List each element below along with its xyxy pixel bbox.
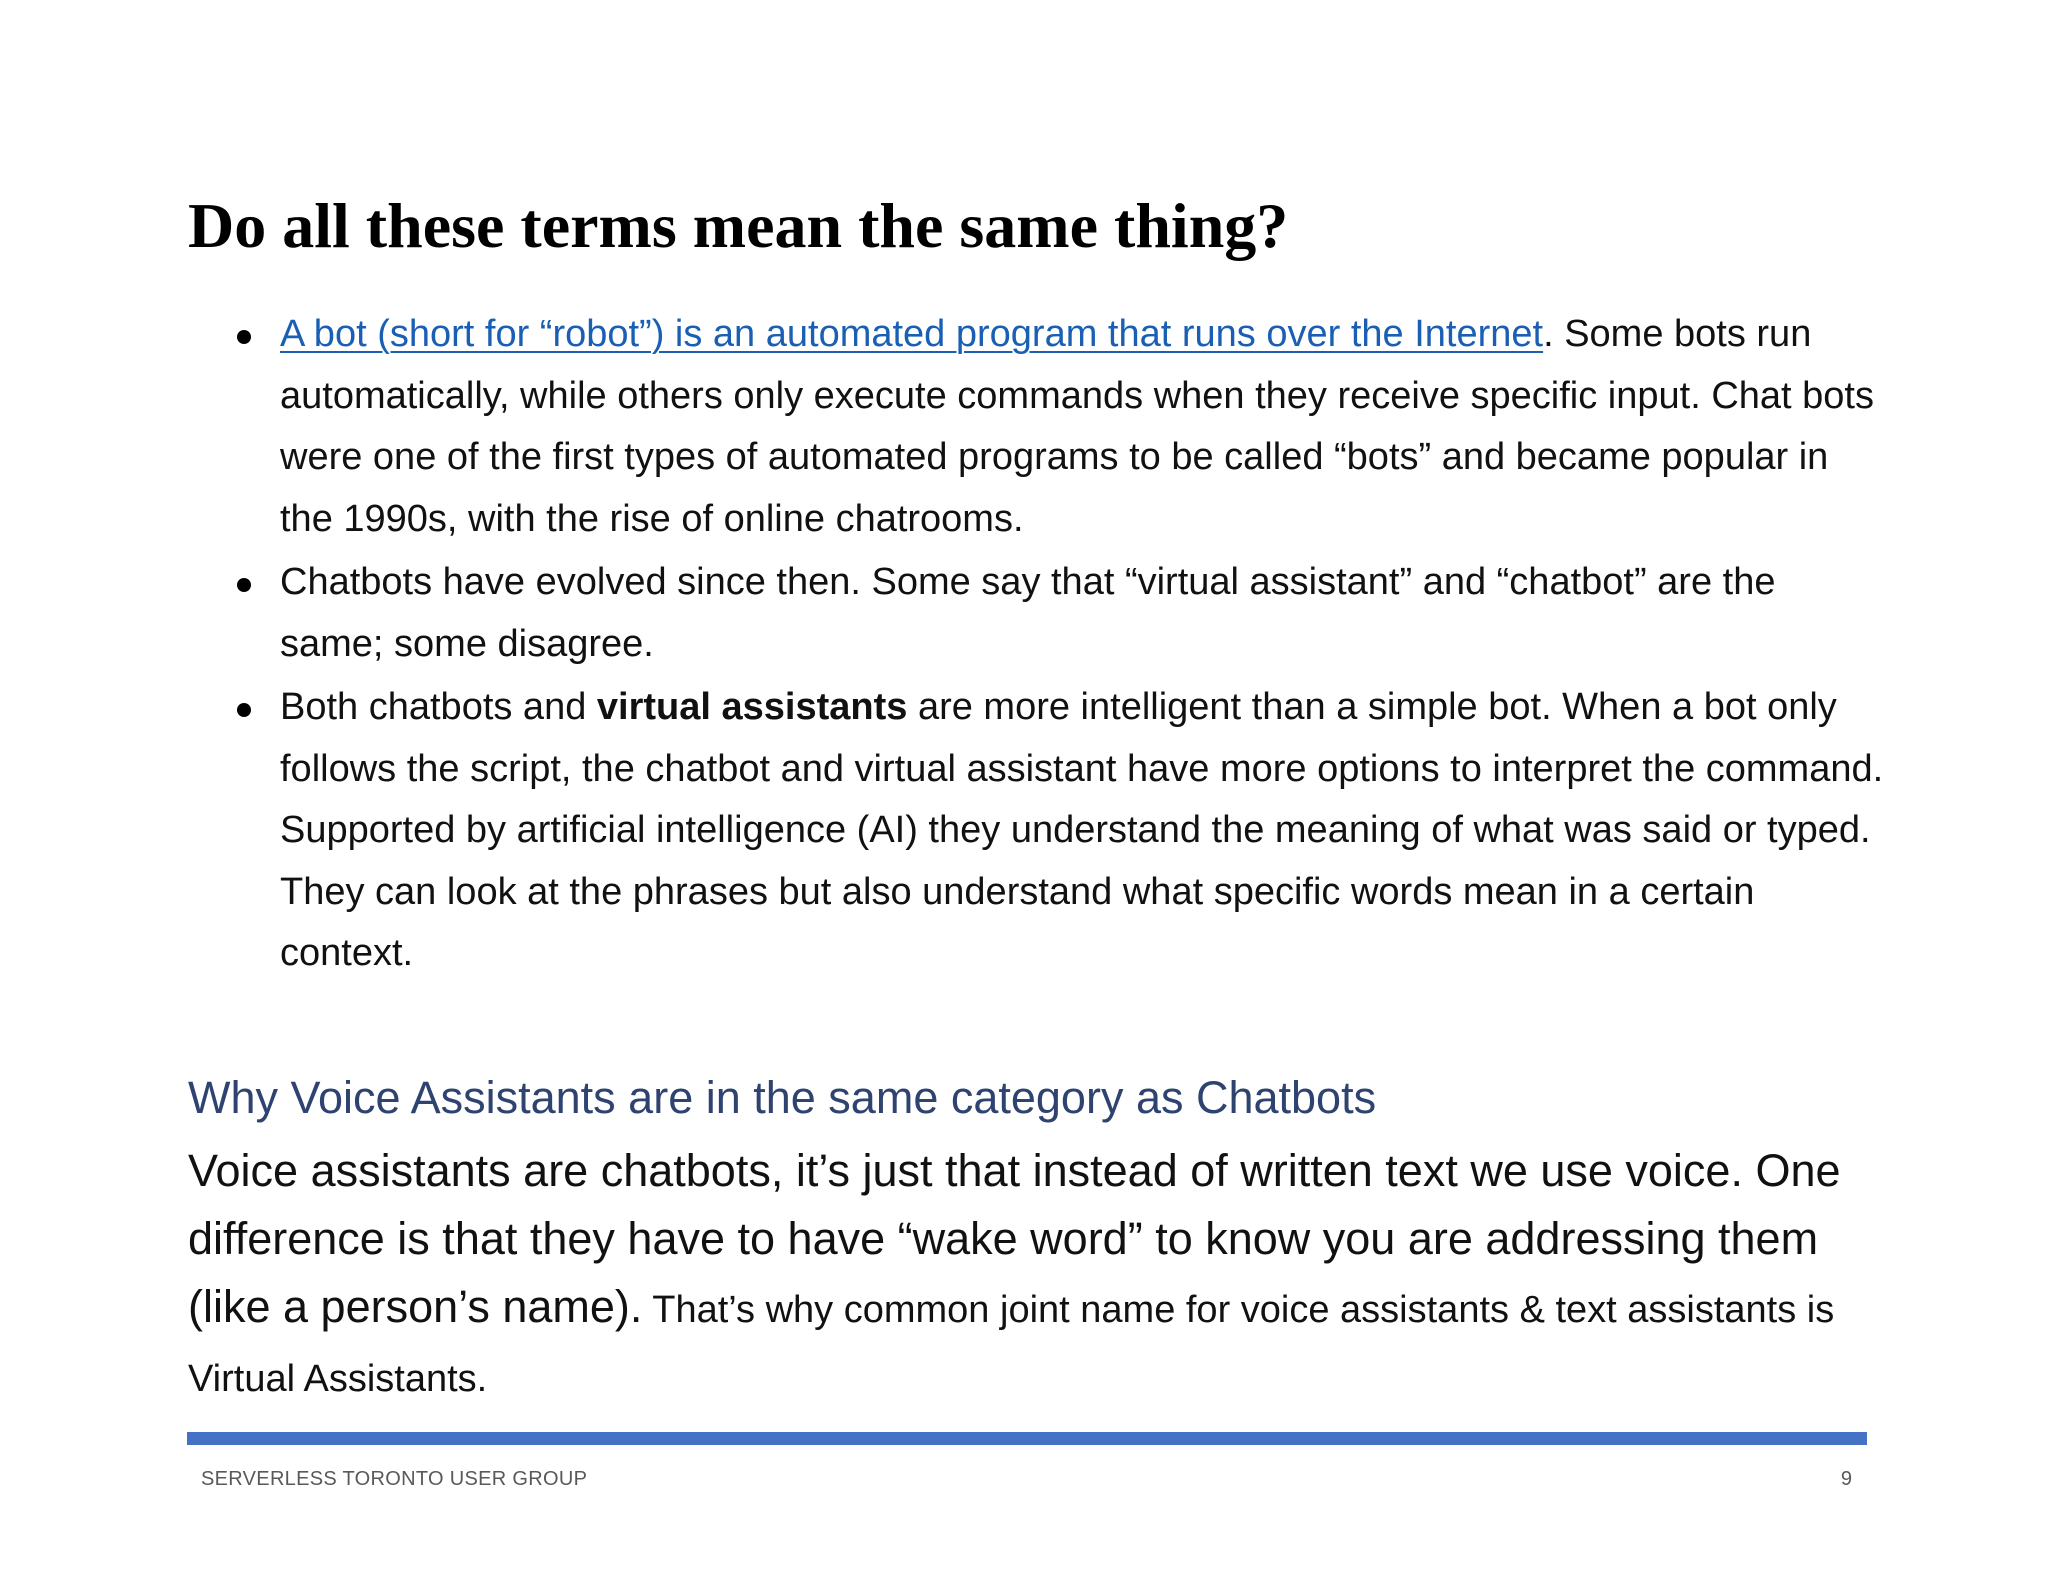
bullet-icon — [237, 703, 251, 717]
bullet-text-rest: are more intelligent than a simple bot. When a bot only follows the script, the chatbot and virtual assistant have more options to interpret the command. Supported by artificial intelligence (AI) they understand the meaning of what was said or typed. They can look at the phrases but also understand what specific words mean in a certain context. — [280, 686, 1884, 974]
bullet-text-lead: Both chatbots and — [280, 686, 597, 728]
section-subheading: Why Voice Assistants are in the same category as Chatbots — [188, 1072, 1377, 1123]
list-item — [188, 304, 1888, 550]
bullet-bold-term: virtual assistants — [596, 686, 908, 728]
bullet-text: Chatbots have evolved since then. Some say that “virtual assistant” and “chatbot” are the same; some disagree. — [280, 561, 1776, 665]
bullet-icon — [237, 578, 251, 592]
list-item — [188, 552, 1888, 675]
footer-divider — [187, 1432, 1867, 1445]
list-item — [188, 677, 1888, 985]
paragraph-small-text: That’s why common joint name for voice assistants & text assistants is Virtual Assistants. — [188, 1289, 1835, 1400]
bot-definition-link[interactable]: A bot (short for “robot”) is an automated program that runs over the Internet — [280, 313, 1544, 355]
link-period: . — [1543, 313, 1554, 355]
bullet-text: Some bots run automatically, while others only execute commands when they receive specific input. Chat bots were one of the first types of automated programs to be called “bots” and became popular in the 1990s, with the rise of online chatrooms. — [280, 313, 1874, 540]
body-paragraph — [188, 1137, 1908, 1411]
page-title: Do all these terms mean the same thing? — [188, 190, 1289, 261]
footer-org-name: SERVERLESS TORONTO USER GROUP — [201, 1468, 588, 1490]
paragraph-large-text: Voice assistants are chatbots, it’s just that instead of written text we use voice. One difference is that they have to have “wake word” to know you are addressing them (like a person’s name). — [188, 1145, 1841, 1332]
bullet-list — [188, 304, 1888, 987]
page-number: 9 — [1840, 1468, 1852, 1490]
bullet-icon — [237, 330, 251, 344]
